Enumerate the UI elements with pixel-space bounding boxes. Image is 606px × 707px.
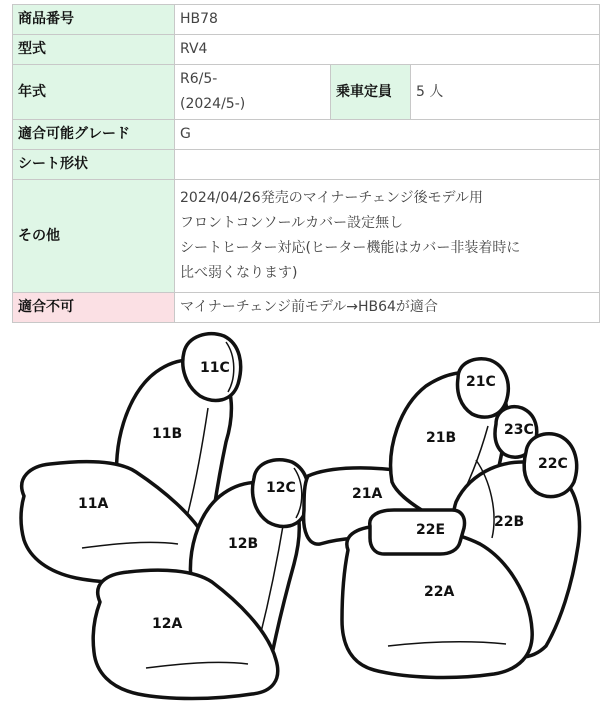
incompatible-value: マイナーチェンジ前モデル→HB64が適合	[175, 293, 600, 323]
other-note: 2024/04/26発売のマイナーチェンジ後モデル用	[180, 190, 483, 206]
seat-shape-value	[175, 150, 600, 180]
year-value-line: R6/5-	[180, 71, 218, 87]
part-label: 11B	[152, 426, 183, 442]
seat-diagram	[0, 330, 606, 707]
model-label: 型式	[13, 35, 175, 65]
part-label: 21B	[426, 430, 457, 446]
part-label: 12B	[228, 536, 259, 552]
product-no-label: 商品番号	[13, 5, 175, 35]
part-label: 12A	[152, 616, 183, 632]
rear-seat	[304, 359, 580, 678]
part-label: 22B	[494, 514, 525, 530]
grade-label: 適合可能グレード	[13, 120, 175, 150]
capacity-value: 5 人	[411, 65, 600, 120]
part-label: 11C	[200, 360, 230, 376]
part-label: 22E	[416, 522, 446, 538]
other-note: シートヒーター対応(ヒーター機能はカバー非装着時に	[180, 240, 521, 256]
other-note: フロントコンソールカバー設定無し	[180, 215, 404, 231]
year-label: 年式	[13, 65, 175, 120]
year-value-line: (2024/5-)	[180, 96, 246, 112]
grade-value: G	[175, 120, 600, 150]
part-label: 22A	[424, 584, 455, 600]
other-label: その他	[13, 180, 175, 293]
part-label: 21A	[352, 486, 383, 502]
other-note: 比べ弱くなります)	[180, 265, 298, 281]
seat-shape-label: シート形状	[13, 150, 175, 180]
part-label: 22C	[538, 456, 568, 472]
spec-table	[12, 4, 600, 323]
year-value	[175, 65, 331, 120]
capacity-label: 乗車定員	[331, 65, 411, 120]
incompatible-label: 適合不可	[13, 293, 175, 323]
part-label: 21C	[466, 374, 496, 390]
part-label: 23C	[504, 422, 534, 438]
part-label: 12C	[266, 480, 296, 496]
other-value	[175, 180, 600, 293]
product-no-value: HB78	[175, 5, 600, 35]
model-value: RV4	[175, 35, 600, 65]
part-label: 11A	[78, 496, 109, 512]
